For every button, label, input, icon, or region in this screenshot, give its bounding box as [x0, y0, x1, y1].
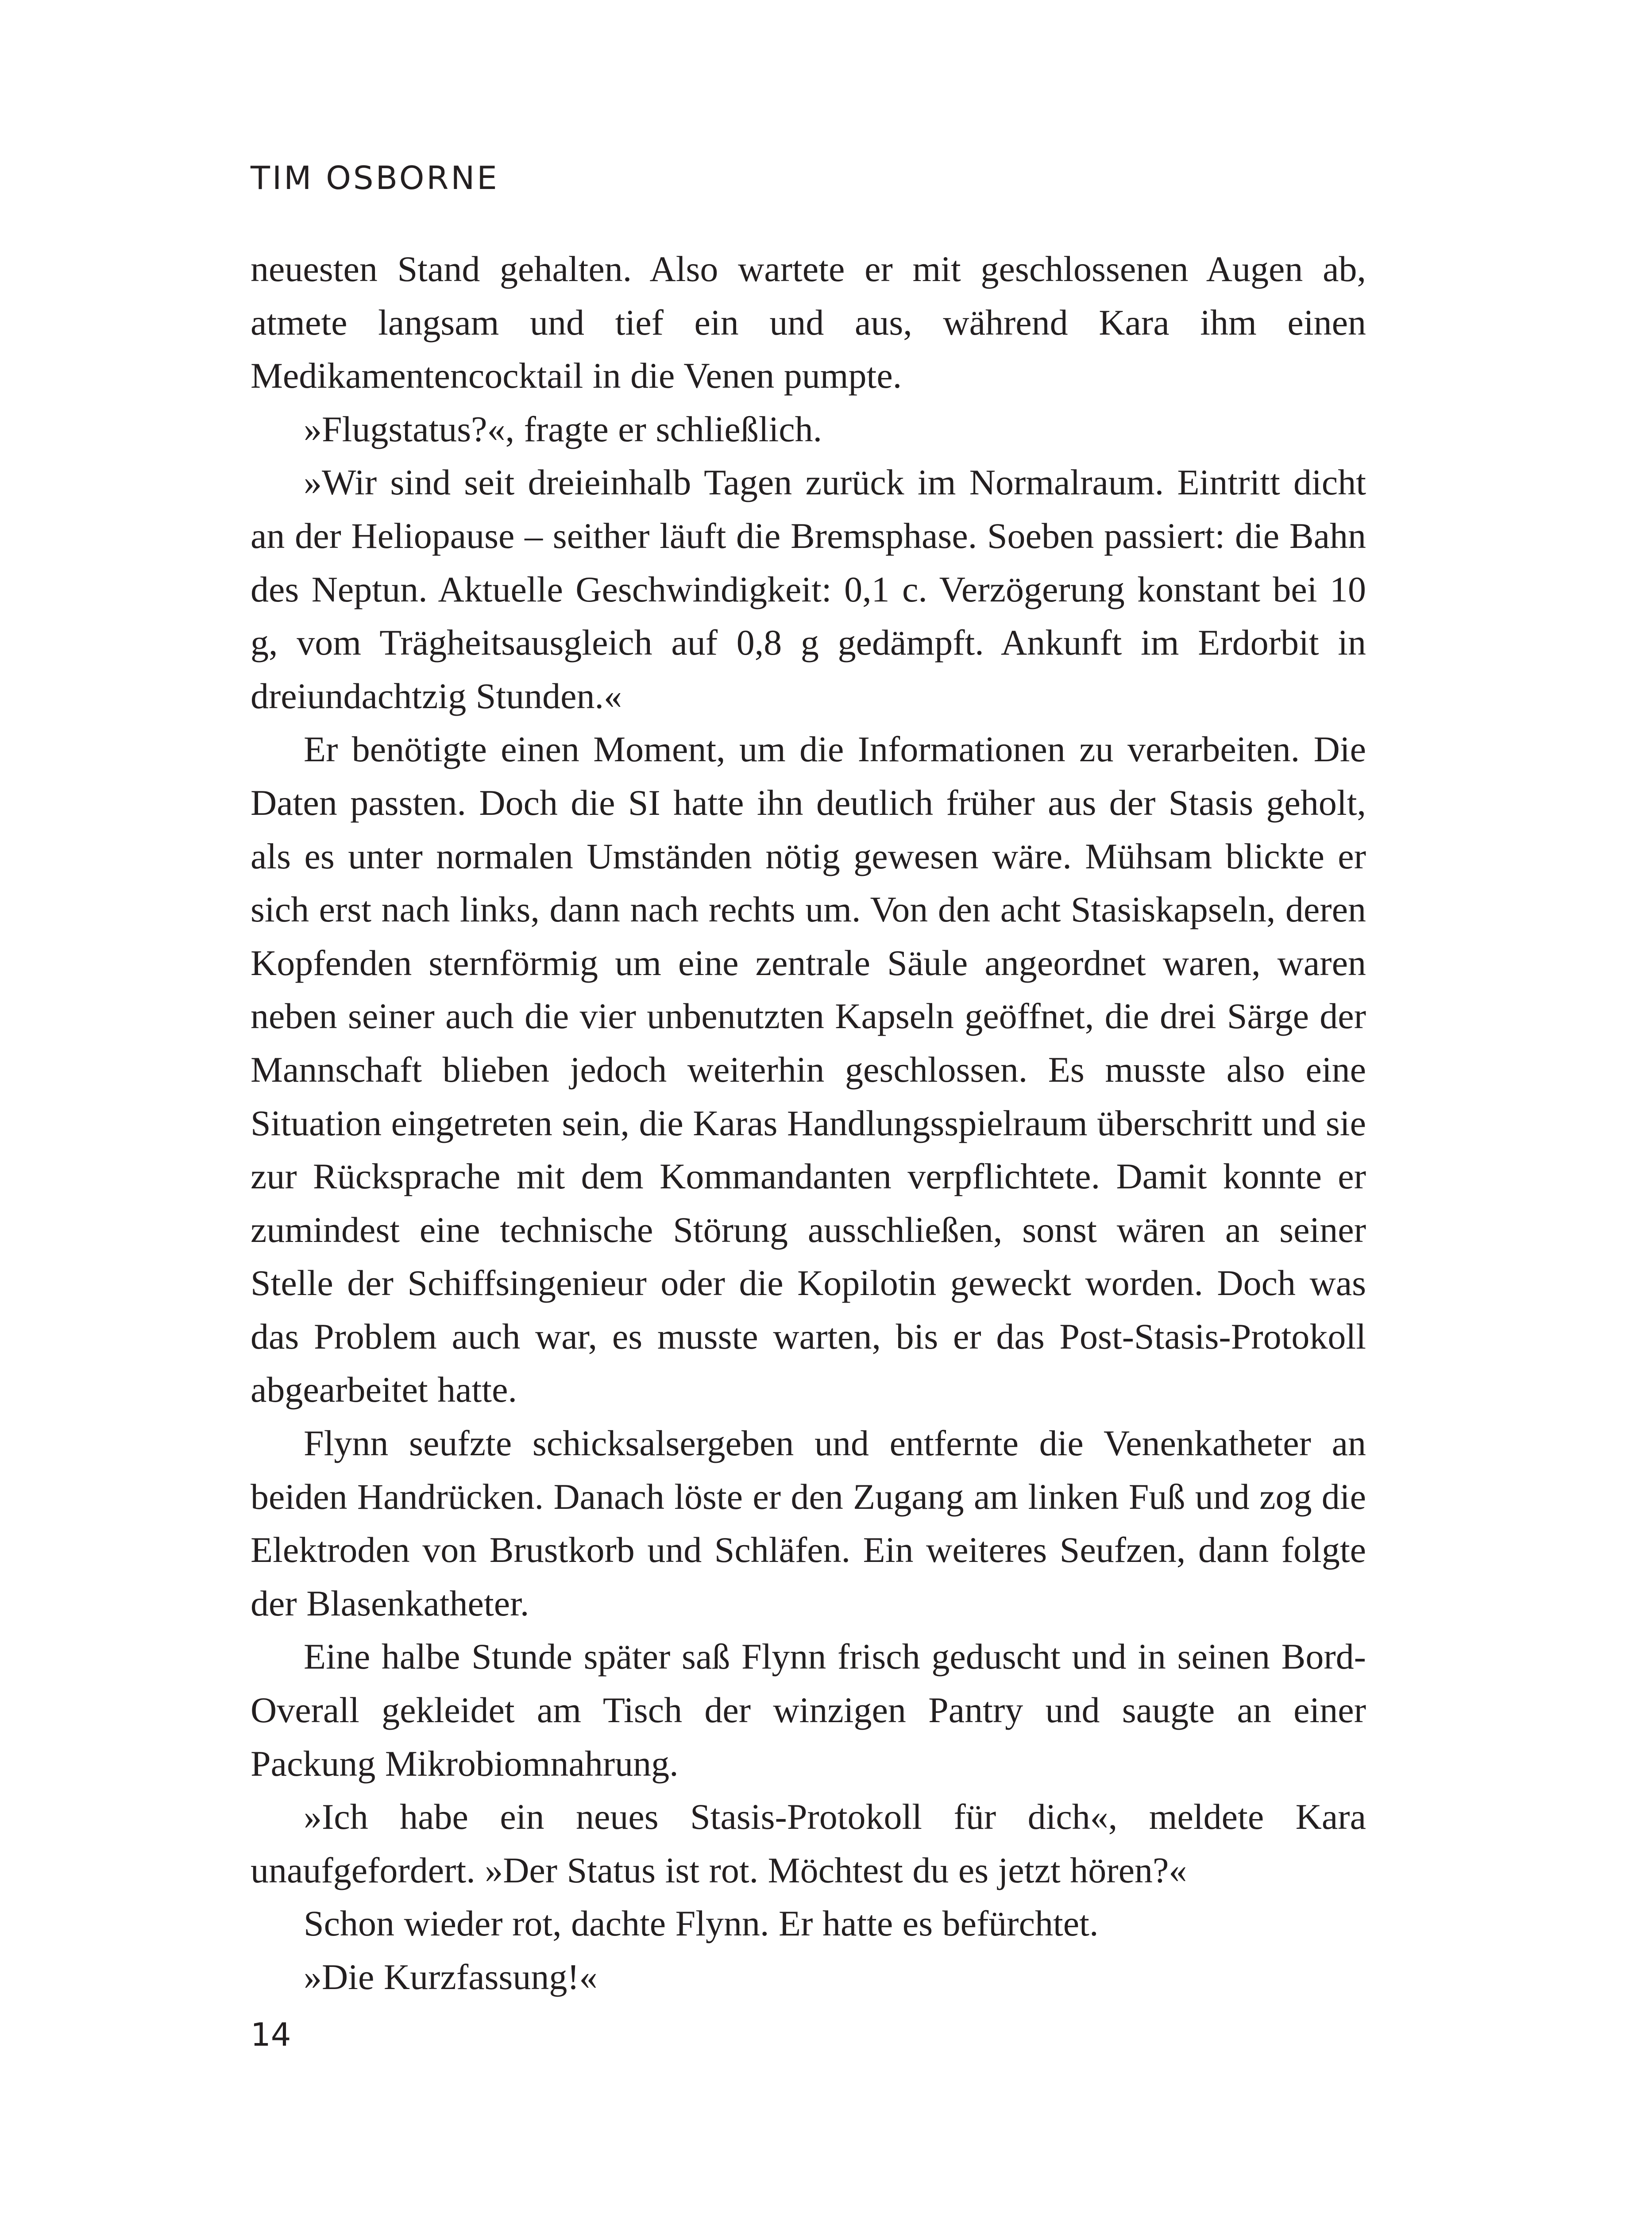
paragraph-2: »Flugstatus?«, fragte er schließlich. — [304, 409, 822, 449]
body-text — [251, 243, 1366, 2004]
paragraph-9: »Die Kurzfassung!« — [304, 1957, 598, 1997]
paragraph-5: Flynn seufzte schicksalsergeben und entfernte die Venenkatheter an beiden Handrücken. Danach löste er den Zugang am linken Fuß und zog die Elektroden von Brustkorb und Schläfen. Ein weiteres Seufzen, dann folgte der Blasenkatheter. — [251, 1423, 1366, 1623]
paragraph-8: Schon wieder rot, dachte Flynn. Er hatte es befürchtet. — [304, 1903, 1099, 1944]
paragraph-1: neuesten Stand gehalten. Also wartete er mit geschlossenen Augen ab, atmete langsam und tief ein und aus, während Kara ihm einen Medikamentencocktail in die Venen pumpte. — [251, 249, 1366, 396]
paragraph-6: Eine halbe Stunde später saß Flynn frisch geduscht und in seinen Bord-Overall gekleidet am Tisch der winzigen Pantry und saugte an einer Packung Mikrobiomnahrung. — [251, 1636, 1366, 1784]
page-number: 14 — [251, 2016, 291, 2053]
paragraph-7: »Ich habe ein neues Stasis-Protokoll für dich«, meldete Kara unaufgefordert. »Der Status ist rot. Möchtest du es jetzt hören?« — [251, 1797, 1366, 1890]
paragraph-4: Er benötigte einen Moment, um die Informationen zu verarbeiten. Die Daten passten. Doch die SI hatte ihn deutlich früher aus der Stasis geholt, als es unter normalen Umständen nötig gewesen wäre. Mühsam blickte er sich erst nach links, dann nach rechts um. Von den acht Stasiskapseln, deren Kopfenden sternförmig um eine zentrale Säule angeordnet waren, waren neben seiner auch die vier unbenutzten Kapseln geöffnet, die drei Särge der Mannschaft blieben jedoch weiterhin geschlossen. Es musste also eine Situation eingetreten sein, die Karas Handlungsspielraum überschritt und sie zur Rücksprache mit dem Kommandanten verpflichtete. Damit konnte er zumindest eine technische Störung ausschließen, sonst wären an seiner Stelle der Schiffsingenieur oder die Kopilotin geweckt worden. Doch was das Problem auch war, es musste warten, bis er das Post-Stasis-Protokoll abgearbeitet hatte. — [251, 729, 1366, 1410]
paragraph-3: »Wir sind seit dreieinhalb Tagen zurück im Normalraum. Eintritt dicht an der Heliopause – seither läuft die Bremsphase. Soeben passiert: die Bahn des Neptun. Aktuelle Geschwindigkeit: 0,1 c. Verzögerung konstant bei 10 g, vom Trägheitsausgleich auf 0,8 g gedämpft. Ankunft im Erdorbit in dreiundachtzig Stunden.« — [251, 462, 1366, 716]
running-head-author: TIM OSBORNE — [251, 159, 499, 197]
